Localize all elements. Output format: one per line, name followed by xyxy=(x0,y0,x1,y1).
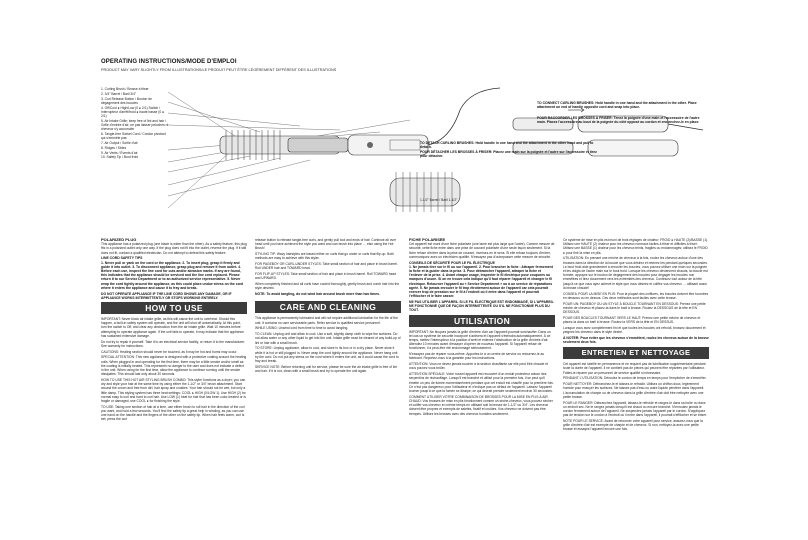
col2-p8: WHILE USING: Unwind cord from time to time to avoid tangling. xyxy=(255,326,349,331)
col3-p4: ATTENTION: Vous ne devez jamais toucher à la section chauffante car elle peut être chaude et vous pouvez vous brûler. xyxy=(409,362,548,371)
part-item: 10. Safety Tip / Bout froid xyxy=(101,155,139,160)
col4-p3: CONSEIL POUR LA MISE EN PLIS: Pour la plupart des coiffures, les boucles doivent être tournées en dessous ou en dessus. Ces deux méthodes sont faciles avec cette brosse. xyxy=(563,291,709,300)
col3-p3: N'essayez pas de réparer vous-même. Apportez-le à un centre de service ou retournez-le au fabricant. Reportez-vous à la garantie pour les instructions. xyxy=(409,352,545,361)
col4-p1: Ce système de mise en plis est muni de trois réglages de chaleur: FROID ● HAUTE (2)/BASSE (1). Utilisez une HAUTE (2) chaleur pour les cheveux normaux faciles à friser et difficiles à friser. Utilisez une BASSE (1) chaleur pour les cheveux teints, fragiles ou endommagés; utilisez le FROID ● pour finir la mise en plis. xyxy=(563,238,709,255)
detach-instructions: TO DETACH CURLING BRUSHES: Hold handle in one hand and the attachment in the other hand and pull to detach. xyxy=(420,141,594,150)
attach-instructions: TO CONNECT CURLING BRUSHES: Hold handle in one hand and the attachment in the other. Place attachment on end of handle opposite cord and snap into place. xyxy=(537,101,697,110)
part-item: 4. Off/Cool ● High/Low (0 ● 2/1) Switch / Interrupteur d'arrêt/froid ● haute basse (0 ● 2/1) xyxy=(101,105,165,118)
part-item: 1. Curling Brush / Brosse à friser xyxy=(101,87,149,91)
entretien-heading: ENTRETIEN ET NETTOYAGE xyxy=(563,347,709,359)
cord-heading-fr: CONSEILS DE SÉCURITÉ POUR LE FIL ÉLECTRIQUE xyxy=(409,260,495,265)
detach-instructions-fr: POUR DÉTACHER LES BROSSES À FRISER: Placez une main sur la poignée et l'autre sur l'accessoire et tirez pour détacher. xyxy=(420,150,597,159)
page-title: OPERATING INSTRUCTIONS/MODE D'EMPLOI xyxy=(101,59,237,65)
col3-p1: Cet appareil est muni d'une fiche polarisée (une lame est plus large que l'autre). Comme mesure de sécurité, cette fiche entre dans une prise de courant polarisée d'une seule façon seulement. Si la fiche refuse d'entrer dans la prise de courant, inversez-en le sens. Si elle refuse toujours d'entrer, communiquez avec un électricien qualifié. N'essayez pas d'outrepasser cette mesure de sécurité. xyxy=(409,242,555,259)
col4-p11: POUR LE RANGER: Débranchez l'appareil, laissez-le refroidir et rangez-le dans sa boîte ou dans un endroit sec. Ne le rangez jamais lorsqu'il est chaud ou encore branché. N'enroulez jamais le cordon fermement autour de l'appareil. Ne suspendez jamais l'appareil par le cordon. N'appliquez pas de tension sur le cordon à l'endroit où il entre dans l'appareil, il pourrait s'effilocher et se briser. xyxy=(563,400,707,418)
col2-p7: This appliance is permanently lubricated and will not require additional lubrication for the life of the unit. It contains no user serviceable parts. Refer service to qualified service personnel. xyxy=(255,316,398,325)
col4-p6: Lorsque vous avez complètement fini et que toutes les boucles ont refroidi, brossez doucement et peignez les cheveux dans le style désiré. xyxy=(563,325,706,335)
col4-p5: POUR DES BOUCLES TOURNANT VERS LE HAUT: Prenez une petite mèche de cheveux et placez-la dans un baril à brosse. Roulez la VERS de la tête et EN DESSUS. xyxy=(563,315,701,325)
cord-warning: DO NOT OPERATE APPLIANCE IF THE LINE CORD SHOWS ANY DAMAGE, OR IF APPLIANCE WORKS INTERMITTENTLY OR STOPS WORKING ENTIRELY. xyxy=(101,291,232,300)
cord-warning-fr: NE PAS UTILISER L'APPAREIL SI LE FIL ÉLECTRIQUE EST ENDOMMAGÉ, SI L'APPAREIL NE FONCTIONNE QUE DE FAÇON INTERMITTENTE OU S'IL NE FONCTIONNE PLUS DU TOUT. xyxy=(409,300,554,313)
part-item: 8. Ridges / Stries xyxy=(101,145,127,150)
swivel-cord xyxy=(428,88,500,145)
switch-icon xyxy=(367,142,373,148)
col2-p9: TO CLEAN: Unplug unit and allow to cool. Use a soft, slightly damp cloth to wipe the surfaces. Do not allow water or any other liquid to get into the unit. Intake grille must be cleared of any build-up of lint or hair with a small brush. xyxy=(255,332,401,345)
part-item: 2. 3/4" Barrel / Baril 3/4" xyxy=(101,91,137,96)
col4-p7: À NOTER: Pour éviter que les cheveux s'emmêlent, roulez les cheveux autour de la brosse seulement deux fois. xyxy=(563,335,709,345)
col4-p2: UTILISATION: En prenant une mèche de cheveux à la fois, roulez les cheveux autour d'une des brosses dans la direction de la boucle que vous désirez et retenez les pendant quelques secondes. Le bout froid aide grandement à enrouler les boucles, vous pouvez utiliser une main sur la poignée et les doigts de l'autre main sur le bout froid. Lorsque les cheveux deviennent chauds, la boucle est formée; appuyez sur le bouton de dégagement des boucles pour dégager les boucles non emmêlées et tirez doucement vers les extrémités des cheveux. Continuez tout autour de la tête jusqu'à ce que vous ayez achevé le style que vous désirez et coiffez vos cheveux … utilisant aussi la brosse chaude! xyxy=(563,256,708,290)
part-item: 9. Air Vents / Évents d'air xyxy=(101,150,138,155)
column-4 xyxy=(563,238,709,538)
polarized-heading: POLARIZED PLUG xyxy=(101,238,137,242)
cord-heading: LINE CORD SAFETY TIPS xyxy=(101,256,143,261)
col2-p5: When completely finished and all curls have cooled thoroughly, gently brush and comb hair into the style desired. xyxy=(255,282,400,291)
col1-p1: IMPORTANT: Never block air intake grille, as this will cause the unit to overheat. Should this happen, a built-in safety system will operate, and the unit will shut off automatically. At this point, turn the switch to Off, and clear any obstruction from the air intake grille. Wait 10 minutes before attempting to operate appliance again. If the unit fails to operate, it may indicate that the appliance has sustained extensive damage. xyxy=(101,317,244,338)
column-1 xyxy=(101,238,247,538)
attach-instructions-fr: POUR RACCORDER LES BROSSES À FRISER: Tenez la poignée d'une main et l'accessoire de l'autre main. Placez l'accessoire au bout de la poignée du côté opposé au cordon et enclenchez-le en place. xyxy=(537,116,700,125)
col3-p6: COMMENT UTILISER VOTRE COMBINAISON DE BROSSES POUR LA MISE EN PLIS À AIR CHAUD: Vos brosses de mise en plis fonctionnent comme un sèche-cheveux, vous pouvez sécher et coiffer vos cheveux en même temps en utilisant soit la brosse de 1-1/2" ou 3/4". Les cheveux doivent être propres et exempts de saletés, fixatif et croûtes. Vos cheveux ne doivent pas être trempés. Utilisez les brosses avec des cheveux humides seulement. xyxy=(409,394,553,416)
col4-p12: NOTE POUR LE SERVICE: Avant de retourner votre appareil pour service, assurez-vous que la grille d'entrée d'air est exempte de charpie et de cheveux. Si non, nettoyez-la avec une petite brosse et essayez l'appareil encore une fois. xyxy=(563,419,703,432)
part-item: 5. Air Intake Grille; keep free of lint and hair / Grille d'entrée d'air; ne pas laisser peluches ni cheveux s'y accumuler xyxy=(101,118,169,132)
col2-p10: TO STORE: Unplug appliance, allow to cool, and store in its box or in a dry place. Never store it while it is hot or still plugged in. Never wrap the cord tightly around the appliance. Never hang unit by the cord. Do not put any stress on the cord where it enters the unit, as it could cause the cord to fray and break. xyxy=(255,346,399,364)
col3-p2: IMPORTANT: Ne bloquez jamais la grille d'entrée d'air car l'appareil pourrait surchauffer. Dans un tel cas un système de sécurité incorporé s'activera et l'appareil s'éteindra automatiquement. À ce temps, mettez l'interrupteur à la position d'arrêt et enlevez l'obstruction de la grille d'entrée d'air. Attendez 10 minutes avant d'essayer d'opérer de nouveau l'appareil. Si l'appareil refuse de fonctionner, il a peut-être été endommagé sérieusement. xyxy=(409,329,551,351)
polarized-text: This appliance has a polarized plug (one blade is wider than the other). As a safety feature, this plug fits in a polarized outlet only one way. If the plug does not fit into the outlet, reverse the plug. If it still does not fit, contact a qualified electrician. Do not attempt to defeat this safety feature. xyxy=(101,242,247,255)
col2-p6: NOTE: To avoid tangling, do not wind hair around brush more than two times. xyxy=(255,292,381,297)
page-subtitle: PRODUCT MAY VARY SLIGHTLY FROM ILLUSTRATIONS/LE PRODUIT PEUT ÊTRE LÉGÈREMENT DIFFÉRENT DES ILLUSTRATIONS xyxy=(101,68,337,72)
col2-p1: release button to release tangle-free curls, and gently pull tool and ends of hair. Continue all over head until you have achieved the style you want and can brush into place … else using the Hot Brush! xyxy=(255,238,397,251)
column-3 xyxy=(409,238,555,538)
curling-brush-large xyxy=(390,172,460,212)
care-cleaning-heading: CARE AND CLEANING xyxy=(255,301,401,313)
col1-p4: SPECIAL ATTENTION: This new appliance is designed with a protective coating around the heating coils. When plugged in and operating for the first time, there may be a little smoke and/or smell as the coating is initially heated. This represents no danger to the user and does not indicate a defect in the unit. When using for the first time, allow the appliance to continue running until the smoke dissipates. This should last only about 30 seconds. xyxy=(101,355,247,377)
cord-tips-fr: 1. Ne jamais tirer sur le fil ou sur l'appareil. 2. Pour brancher la fiche : Attraper fermement la fiche et la guider dans la prise. 3. Pour débrancher l'appareil, attraper la fiche et l'enlever de la prise. 4. Avant chaque usage, inspecter le fil électrique pour coupures ou marques d'usure. Si on en trouve cela indique qu'il faut réparer l'appareil et changer le fil électrique. Retourner l'appareil au « Service Department » ou à un service de réparations agréé. 5. Ne jamais enrouler le fil trop étroitement autour de l'appareil car cela pourrait exercer trop de pression sur le fil à l'endroit où il entre dans l'appareil et pourrait l'effilocher et le faire casser. xyxy=(409,264,553,299)
part-item: 7. Air Output / Sortie d'air xyxy=(101,141,138,145)
col1-p6: TO USE: Taking one section of hair at a time, use either brush to roll hair in the direction of the curl you want, and hold a few seconds. You'll find the safety tip a great help in winding, as you can use one hand on the handle and the fingers of the other on the safety tip. When hair feels warm, curl is set; press the curl xyxy=(101,404,245,422)
col2-p11: SERVICE NOTE: Before returning unit for service, please be sure the air intake grille is free of lint and hair. If it is not, clean with a small brush and try to operate the unit again. xyxy=(255,364,398,374)
col2-p3: FOR PAGEBOY OR CURL-UNDER STYLES: Take small section of hair and place in brush barrel. Roll UNDER hair and TOWARD head. xyxy=(255,262,398,271)
col2-p2: STYLING TIP: Wavy hairstyles are based either on curls that go under or curls that flip up. Both methods are easy to achieve with this styler. xyxy=(255,252,394,261)
col1-p2: Do not try to repair it yourself. Take it to an electrical service facility, or return it to the manufacturer. See warranty for instructions. xyxy=(101,339,246,348)
utilisation-heading: UTILISATION xyxy=(409,315,555,327)
col4-p8: Cet appareil est lubrifié en permanence et ne requiert pas de lubrification supplémentaire pendant toute la durée de l'appareil. Il ne contient pas de pièces qui peuvent être réparées par l'utilisateur. Faites-le réparer par un personnel de service qualifié si nécessaire. xyxy=(563,362,706,375)
col4-p10: POUR NETTOYER: Débranchez-le et laissez-le refroidir. Utilisez un chiffon doux, légèrement humide pour essuyer les surfaces. Ne laissez pas d'eau ou autre liquide pénétrer dans l'appareil. L'accumulation de charpie ou de cheveux dans la grille d'entrée d'air doit être nettoyée avec une petite brosse. xyxy=(563,382,705,399)
part-item: 6. Tangle-free Swivel Cord / Cordon pivotant qui s'emmêle pas xyxy=(101,132,166,141)
barrel-label: 1-1/2" Barrel / Baril 1-1/2" xyxy=(420,198,458,202)
cord-tips: 1. Never pull or yank on the cord or the appliance. 2. To insert plug, grasp it firmly and guide it into outlet. 3. To disconnect appliance, grasp plug and remove it from outlet. 4. Before each use, inspect the line cord for cuts and/or abrasion marks. If any are found, this indicates that the appliance should be serviced and the line cord replaced. Please return it to our Service Department or to an authorized service representative. 5. Never wrap the cord tightly around the appliance, as this could place undue stress on the cord where it enters the appliance and cause it to fray and break. xyxy=(101,260,244,290)
col1-p5: HOW TO USE THIS HOT AIR STYLING BRUSH COMBO: This styler functions as a dryer; you can dry and style your hair at the same time by using either the 1-1/2" or 3/4" brush attachment. Start around the crown and free from dirt, hair spray and crusties. Your hair should not be wet, but only a little damp. This styling system has three heat settings: COOL ● HIGH (0/LOW 1). Use HIGH (2) for normal easy to curl and hard to curl hair. Use LOW (1) heat for hair that has been color-treated or is fragile or damaged; use COOL ● for finishing the style. xyxy=(101,378,246,404)
col1-p3: CAUTIONS: Heating section should never be touched, as it may be hot and burns may occur. xyxy=(101,349,238,354)
polarized-heading-fr: FICHE POLARISÉE xyxy=(409,238,446,242)
part-item: 3. Curl Release Button / Bouton de dégagement des boucles xyxy=(101,96,152,105)
parts-list xyxy=(101,87,169,160)
how-to-use-heading: HOW TO USE xyxy=(101,302,247,314)
col2-p4: FOR FLIP-UP STYLES: Take small section of hair and place in brush barrel. Roll TOWARD head and UPWARD. xyxy=(255,272,397,281)
col4-p4: POUR UN: PAGEBOY OU UN STYLE À BOUCLE TOURNANT EN DESSOUS: Prenez une petite mèche de cheveux et placez-la dans le baril à brosse. Roulez la DESSOUS de la tête et EN DESSOUS. xyxy=(563,301,706,315)
column-2 xyxy=(255,238,401,538)
col3-p5: ATTENTION SPÉCIALE: Votre nouvel appareil est recouvert d'un enduit protecteur autour des serpentins de réchauffage. Lorsqu'il est branché et utilisé pour la première fois, il se peut qu'il émette un peu de fumée momentanément pendant que cet enduit est chauffé pour la première fois. Ce n'est pas dangereux pour l'utilisateur et n'indique pas un défaut de l'appareil. Laissez l'appareil tourner jusqu'à ce que la fumée se dissipe; ce qui devrait prendre seulement environ 30 secondes. xyxy=(409,372,554,394)
col4-p9: PENDANT L'UTILISATION: Déroulez le cordon de temps en temps pour l'empêcher de s'emmêler. xyxy=(563,376,707,381)
